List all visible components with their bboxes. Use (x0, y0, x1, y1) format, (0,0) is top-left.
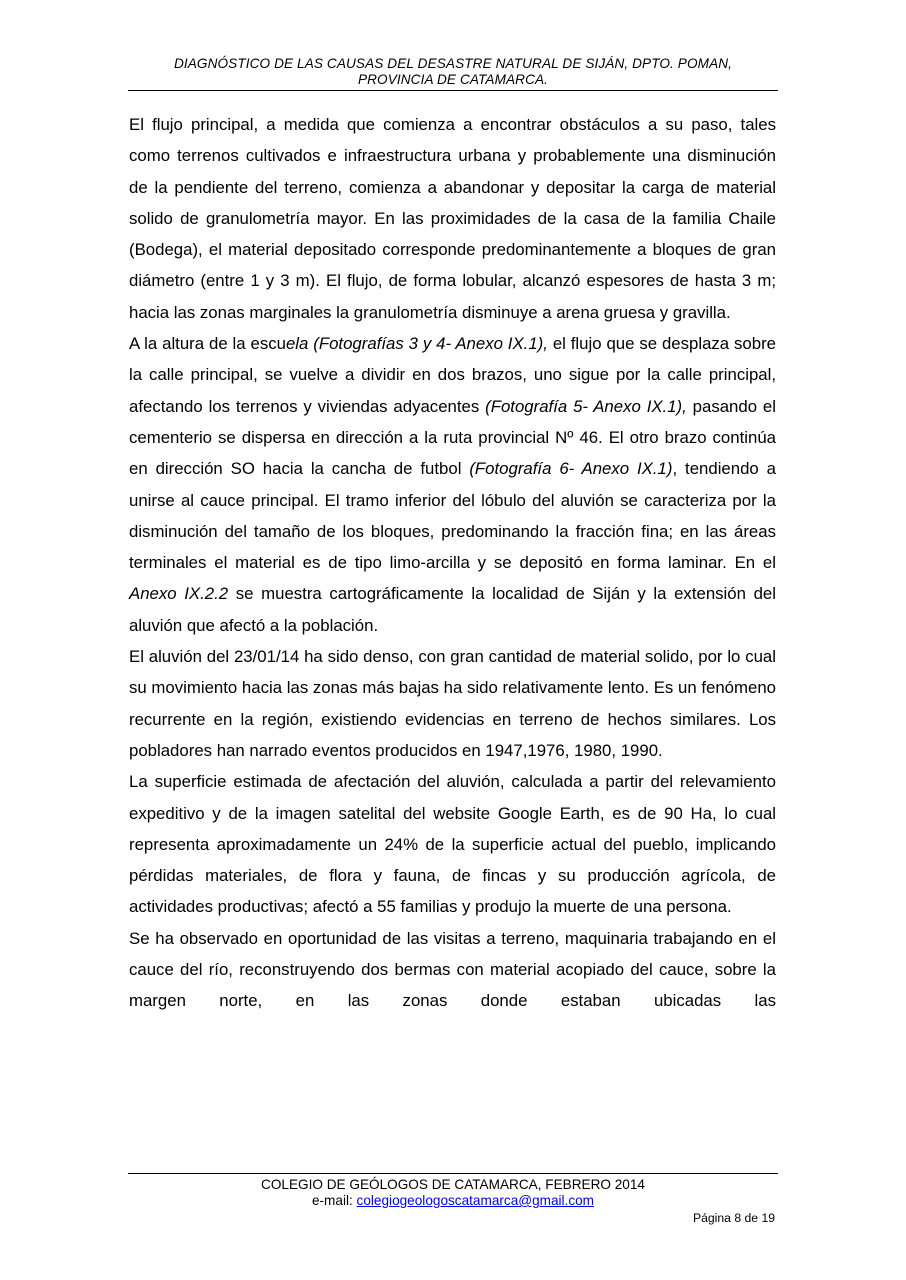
header-title-line-2: PROVINCIA DE CATAMARCA. (357, 72, 549, 87)
photo-reference-1: ela (Fotografías 3 y 4- Anexo IX.1), (285, 334, 548, 354)
paragraph-2-text-3: pasando el cementerio se dispersa en dirección a la ruta provincial Nº 46. El otro brazo continúa en dirección SO hacia la cancha de futbol (129, 396, 776, 479)
paragraph-1: El flujo principal, a medida que comienza a encontrar obstáculos a su paso, tales como terrenos cultivados e infraestructura urbana y probablemente una disminución de la pendiente del terreno, comienza a abandonar y depositar la carga de material solido de granulometría mayor. En las proximidades de la casa de la familia Chaile (Bodega), el material depositado corresponde predominantemente a bloques de gran diámetro (entre 1 y 3 m). El flujo, de forma lobular, alcanzó espesores de hasta 3 m; hacia las zonas marginales la granulometría disminuye a arena gruesa y gravilla. (129, 115, 776, 322)
page-number: Página 8 de 19 (693, 1211, 775, 1225)
paragraph-4: La superficie estimada de afectación del aluvión, calculada a partir del relevamiento expeditivo y de la imagen satelital del website Google Earth, es de 90 Ha, lo cual representa aproximadamente un 24% de la superficie actual del pueblo, implicando pérdidas materiales, de flora y fauna, de fincas y su producción agrícola, de actividades productivas; afectó a 55 familias y produjo la muerte de una persona. (129, 772, 776, 917)
page-header (128, 56, 778, 88)
paragraph-2-text-4: , tendiendo a unirse al cauce principal. El tramo inferior del lóbulo del aluvión se caracteriza por la disminución del tamaño de los bloques, predominando la fracción fina; en las áreas terminales el material es de tipo limo-arcilla y se depositó en forma laminar. En el (129, 459, 776, 573)
header-title-line-1: DIAGNÓSTICO DE LAS CAUSAS DEL DESASTRE NATURAL DE SIJÁN, DPTO. POMAN, (173, 56, 733, 71)
document-body (129, 109, 776, 1017)
footer-organization: COLEGIO DE GEÓLOGOS DE CATAMARCA, FEBRERO 2014 (261, 1177, 645, 1192)
paragraph-2-text-5: se muestra cartográficamente la localidad de Siján y la extensión del aluvión que afectó a la población. (129, 584, 776, 635)
page-footer (128, 1177, 778, 1209)
paragraph-2 (129, 328, 776, 641)
header-divider (128, 90, 778, 91)
paragraph-2-text-1: A la altura de la escu (129, 334, 286, 354)
email-link[interactable]: colegiogeologoscatamarca@gmail.com (356, 1193, 595, 1208)
footer-email-line (128, 1193, 778, 1209)
paragraph-3: El aluvión del 23/01/14 ha sido denso, con gran cantidad de material solido, por lo cual su movimiento hacia las zonas más bajas ha sido relativamente lento. Es un fenómeno recurrente en la región, existiendo evidencias en terreno de hechos similares. Los pobladores han narrado eventos producidos en 1947,1976, 1980, 1990. (129, 647, 776, 760)
email-label: e-mail: (311, 1193, 357, 1208)
paragraph-2-text-2: el flujo que se desplaza sobre la calle principal, se vuelve a dividir en dos brazos, uno sigue por la calle principal, afectando los terrenos y viviendas adyacentes (129, 334, 777, 416)
paragraph-5: Se ha observado en oportunidad de las visitas a terreno, maquinaria trabajando en el cauce del río, reconstruyendo dos bermas con material acopiado del cauce, sobre la margen norte, en las zonas donde estaban ubicadas las (129, 928, 776, 1011)
photo-reference-2: (Fotografía 5- Anexo IX.1), (485, 396, 687, 416)
photo-reference-3: (Fotografía 6- Anexo IX.1) (469, 459, 673, 479)
footer-divider (128, 1173, 778, 1174)
annex-reference: Anexo IX.2.2 (129, 584, 229, 604)
